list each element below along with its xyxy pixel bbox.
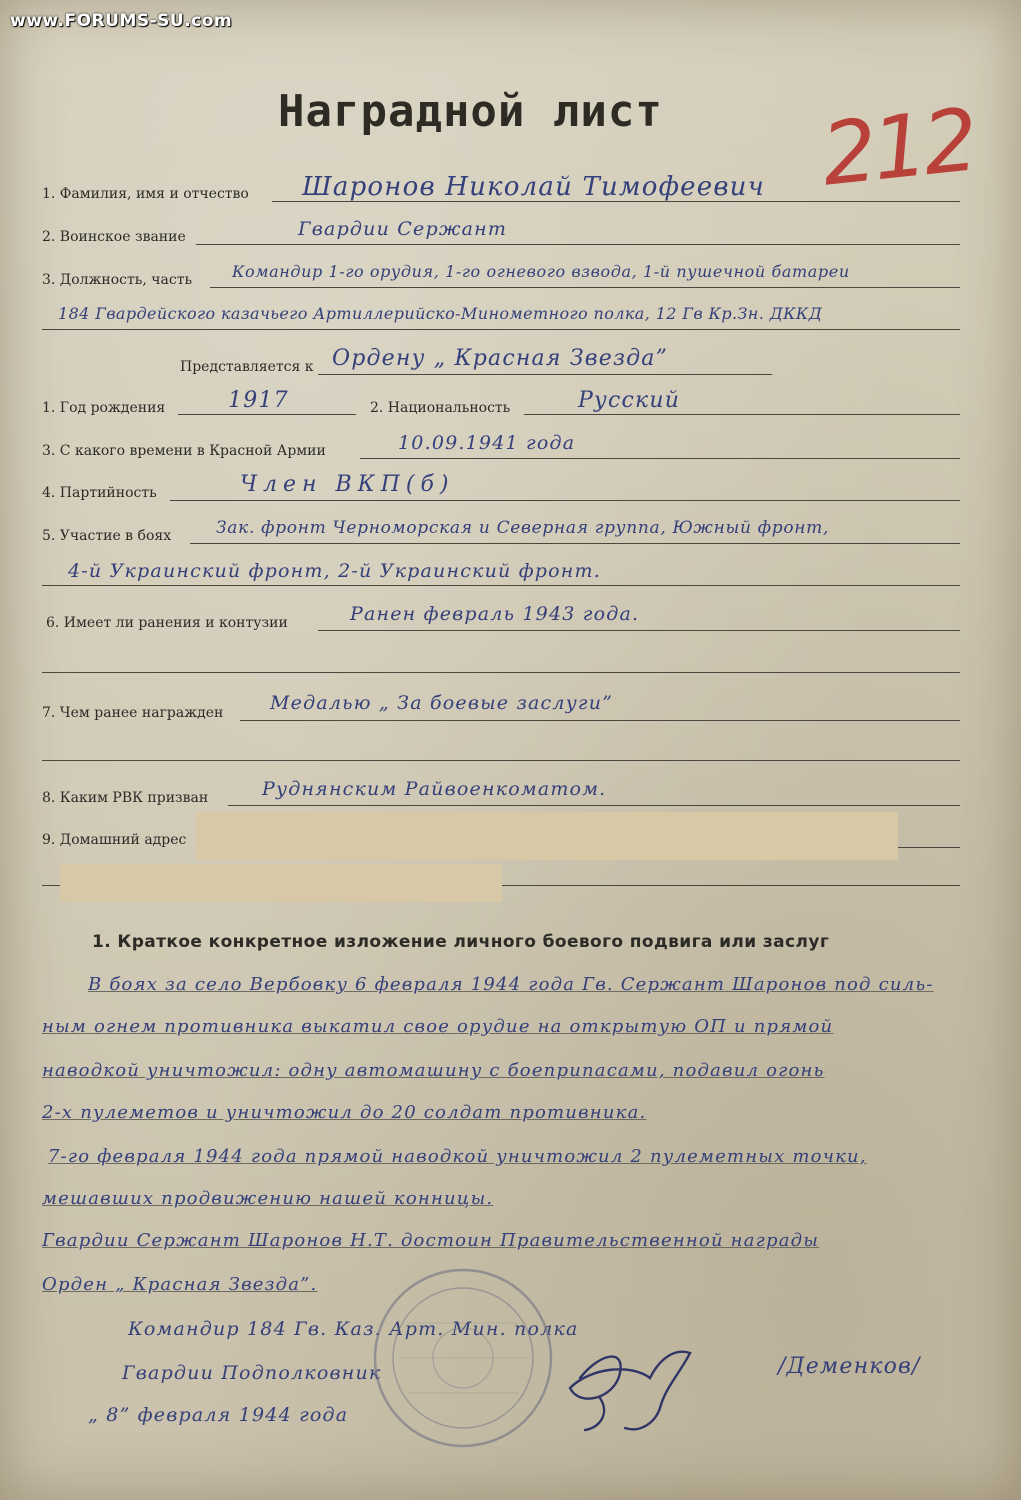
address-redaction-2 — [60, 864, 502, 902]
feat-line: В боях за село Вербовку 6 февраля 1944 года Гв. Сержант Шаронов под силь- — [88, 974, 934, 995]
name-label: 1. Фамилия, имя и отчество — [42, 186, 249, 202]
battles-rule — [190, 543, 960, 544]
position-value-2: 184 Гвардейского казачьего Артиллерийско-Минометного полка, 12 Гв Кр.Зн. ДККД — [58, 304, 823, 323]
party-label: 4. Партийность — [42, 485, 157, 501]
rank-value: Гвардии Сержант — [298, 218, 508, 240]
position-label: 3. Должность, часть — [42, 272, 193, 288]
feat-line: 2-х пулеметов и уничтожил до 20 солдат противника. — [42, 1102, 647, 1123]
watermark: www.FORUMS-SU.com — [10, 11, 233, 31]
birth-value: 1917 — [228, 388, 289, 413]
feat-line: ным огнем противника выкатил свое орудие на открытую ОП и прямой — [42, 1016, 834, 1037]
position-rule-2 — [42, 329, 960, 330]
rvk-value: Руднянским Райвоенкоматом. — [262, 778, 607, 800]
birth-rule — [178, 414, 356, 415]
round-stamp — [368, 1263, 558, 1453]
party-rule — [170, 500, 960, 501]
wounds-rule-2 — [42, 672, 960, 673]
nominated-label: Представляется к — [180, 359, 314, 375]
position-value-1: Командир 1-го орудия, 1-го огневого взвода, 1-й пушечной батареи — [232, 262, 850, 281]
registry-number: 212 — [817, 90, 979, 206]
awards-label: 7. Чем ранее награжден — [42, 705, 224, 721]
nationality-label: 2. Национальность — [370, 400, 511, 416]
nationality-value: Русский — [578, 388, 681, 413]
position-rule — [210, 287, 960, 288]
since-value: 10.09.1941 года — [398, 432, 576, 454]
awards-value: Медалью „ За боевые заслуги” — [270, 692, 614, 714]
nationality-rule — [524, 414, 960, 415]
since-label: 3. С какого времени в Красной Армии — [42, 443, 326, 459]
rank-label: 2. Воинское звание — [42, 229, 186, 245]
feat-line: наводкой уничтожил: одну автомашину с боеприпасами, подавил огонь — [42, 1060, 825, 1081]
feat-line: мешавших продвижению нашей конницы. — [42, 1188, 494, 1209]
since-rule — [360, 458, 960, 459]
battles-label: 5. Участие в боях — [42, 528, 172, 544]
party-value: Член ВКП(б) — [240, 472, 455, 497]
nominated-rule — [318, 374, 772, 375]
feat-heading: 1. Краткое конкретное изложение личного боевого подвига или заслуг — [92, 932, 830, 952]
wounds-label: 6. Имеет ли ранения и контузии — [46, 615, 288, 631]
awards-rule-2 — [42, 760, 960, 761]
awards-rule — [240, 720, 960, 721]
signature-scribble — [540, 1318, 720, 1438]
rvk-label: 8. Каким РВК призван — [42, 790, 209, 806]
battles-value-1: Зак. фронт Черноморская и Северная группа, Южный фронт, — [216, 518, 830, 538]
name-value: Шаронов Николай Тимофеевич — [302, 172, 765, 202]
address-label: 9. Домашний адрес — [42, 832, 187, 848]
rank-rule — [196, 244, 960, 245]
wounds-rule — [318, 630, 960, 631]
rvk-rule — [228, 805, 960, 806]
battles-value-2: 4-й Украинский фронт, 2-й Украинский фронт. — [68, 560, 601, 582]
wounds-value: Ранен февраль 1943 года. — [350, 603, 640, 625]
signer-name: /Деменков/ — [778, 1354, 921, 1379]
feat-line: Гвардии Сержант Шаронов Н.Т. достоин Правительственной награды — [42, 1230, 820, 1251]
signer-rank: Гвардии Подполковник — [122, 1362, 382, 1384]
birth-label: 1. Год рождения — [42, 400, 166, 416]
document-title: Наградной лист — [278, 86, 663, 137]
signature-date: „ 8” февраля 1944 года — [88, 1404, 349, 1426]
feat-line: 7-го февраля 1944 года прямой наводкой уничтожил 2 пулеметных точки, — [48, 1146, 867, 1167]
battles-rule-2 — [42, 585, 960, 586]
nominated-value: Ордену „ Красная Звезда” — [332, 346, 669, 371]
feat-line: Орден „ Красная Звезда”. — [42, 1274, 318, 1295]
signer-position: Командир 184 Гв. Каз. Арт. Мин. полка — [128, 1318, 579, 1340]
address-redaction-1 — [196, 812, 898, 860]
